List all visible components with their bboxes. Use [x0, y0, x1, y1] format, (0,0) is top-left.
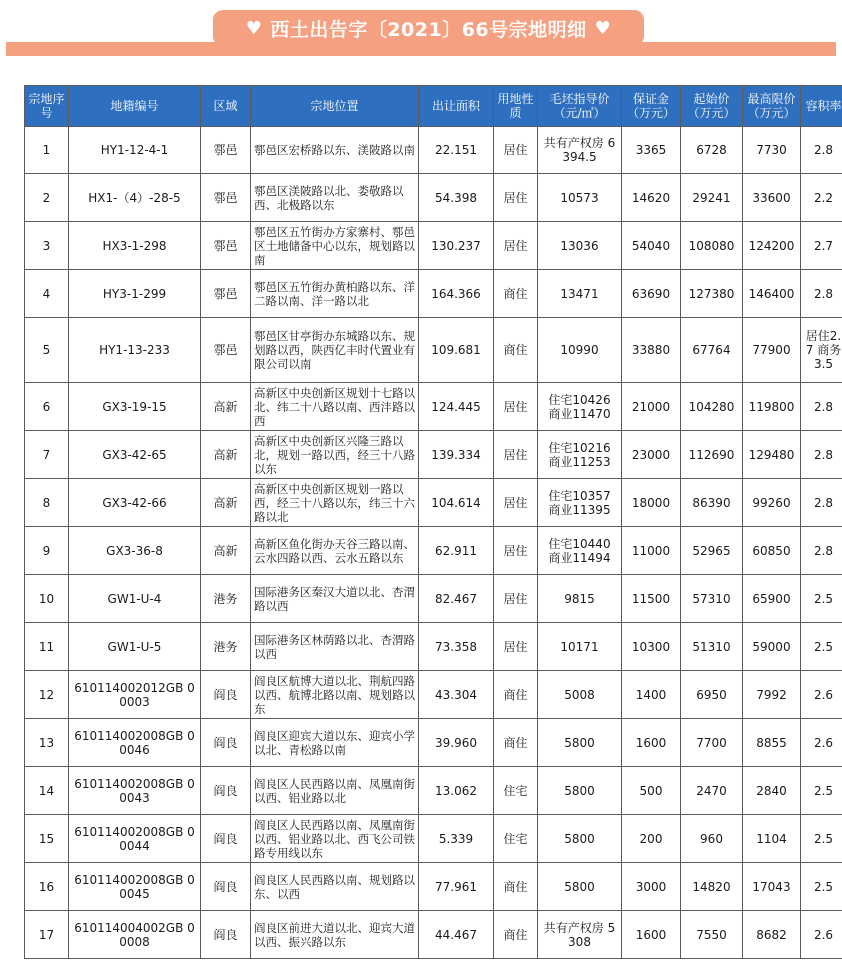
area-cell: 130.237 — [419, 222, 494, 270]
table-row — [25, 719, 842, 767]
district-cell: 鄠邑 — [201, 222, 251, 270]
guide-price-cell: 5800 — [538, 863, 622, 911]
area-cell: 139.334 — [419, 431, 494, 479]
heart-icon: ♥ — [245, 17, 263, 39]
start-price-cell: 127380 — [681, 270, 743, 318]
table-header-row — [25, 86, 842, 127]
area-cell: 164.366 — [419, 270, 494, 318]
location-cell: 阎良区人民西路以南、规划路以东、以西 — [251, 863, 419, 911]
guide-price-cell: 5008 — [538, 671, 622, 719]
guide-price-cell: 住宅10440 商业11494 — [538, 527, 622, 575]
parcel-number-cell: 12 — [25, 671, 69, 719]
parcel-number-cell: 1 — [25, 127, 69, 174]
parcel-number-cell: 16 — [25, 863, 69, 911]
table-row — [25, 127, 842, 174]
location-cell: 国际港务区林荫路以北、杏渭路以西 — [251, 623, 419, 671]
plot-ratio-cell: 居住2.7 商务3.5 — [801, 318, 842, 383]
area-cell: 54.398 — [419, 174, 494, 222]
district-cell: 阎良 — [201, 767, 251, 815]
area-cell: 22.151 — [419, 127, 494, 174]
plot-ratio-cell: 2.8 — [801, 270, 842, 318]
plot-ratio-cell: 2.5 — [801, 623, 842, 671]
deposit-cell: 11000 — [622, 527, 681, 575]
location-cell: 高新区鱼化街办天谷三路以南、云水四路以西、云水五路以东 — [251, 527, 419, 575]
start-price-cell: 14820 — [681, 863, 743, 911]
start-price-cell: 960 — [681, 815, 743, 863]
district-cell: 高新 — [201, 431, 251, 479]
header-cell: 宗地位置 — [251, 86, 419, 127]
parcel-number-cell: 9 — [25, 527, 69, 575]
district-cell: 鄠邑 — [201, 270, 251, 318]
guide-price-cell: 共有产权房 5308 — [538, 911, 622, 959]
guide-price-cell: 13036 — [538, 222, 622, 270]
table-row — [25, 671, 842, 719]
guide-price-cell: 共有产权房 6394.5 — [538, 127, 622, 174]
guide-price-cell: 5800 — [538, 767, 622, 815]
cadastral-id-cell: 610114002012GB 00003 — [69, 671, 201, 719]
land-use-cell: 居住 — [494, 431, 538, 479]
deposit-cell: 18000 — [622, 479, 681, 527]
area-cell: 39.960 — [419, 719, 494, 767]
table-row — [25, 815, 842, 863]
start-price-cell: 108080 — [681, 222, 743, 270]
land-use-cell: 居住 — [494, 127, 538, 174]
title-banner — [213, 10, 644, 46]
land-use-cell: 住宅 — [494, 767, 538, 815]
header-cell: 毛坯指导价（元/㎡） — [538, 86, 622, 127]
plot-ratio-cell: 2.5 — [801, 863, 842, 911]
table-row — [25, 527, 842, 575]
location-cell: 鄠邑区宏桥路以东、渼陂路以南 — [251, 127, 419, 174]
cadastral-id-cell: 610114002008GB 00046 — [69, 719, 201, 767]
parcel-number-cell: 15 — [25, 815, 69, 863]
start-price-cell: 29241 — [681, 174, 743, 222]
start-price-cell: 112690 — [681, 431, 743, 479]
land-use-cell: 居住 — [494, 623, 538, 671]
table-row — [25, 863, 842, 911]
location-cell: 阎良区人民西路以南、凤凰南街以西、铝业路以北 — [251, 767, 419, 815]
cadastral-id-cell: 610114002008GB 00045 — [69, 863, 201, 911]
max-price-cell: 119800 — [743, 383, 801, 431]
header-cell: 地籍编号 — [69, 86, 201, 127]
start-price-cell: 2470 — [681, 767, 743, 815]
deposit-cell: 1600 — [622, 911, 681, 959]
max-price-cell: 7992 — [743, 671, 801, 719]
location-cell: 高新区中央创新区兴隆三路以北，规划一路以西，经三十八路以东 — [251, 431, 419, 479]
land-use-cell: 商住 — [494, 671, 538, 719]
location-cell: 国际港务区秦汉大道以北、杏渭路以西 — [251, 575, 419, 623]
area-cell: 82.467 — [419, 575, 494, 623]
start-price-cell: 57310 — [681, 575, 743, 623]
cadastral-id-cell: HX1-（4）-28-5 — [69, 174, 201, 222]
land-use-cell: 商住 — [494, 911, 538, 959]
plot-ratio-cell: 2.8 — [801, 527, 842, 575]
max-price-cell: 124200 — [743, 222, 801, 270]
guide-price-cell: 住宅10216 商业11253 — [538, 431, 622, 479]
parcel-number-cell: 13 — [25, 719, 69, 767]
table-row — [25, 383, 842, 431]
district-cell: 阎良 — [201, 719, 251, 767]
plot-ratio-cell: 2.5 — [801, 767, 842, 815]
parcel-number-cell: 5 — [25, 318, 69, 383]
parcel-number-cell: 7 — [25, 431, 69, 479]
plot-ratio-cell: 2.6 — [801, 719, 842, 767]
max-price-cell: 146400 — [743, 270, 801, 318]
plot-ratio-cell: 2.7 — [801, 222, 842, 270]
deposit-cell: 3000 — [622, 863, 681, 911]
area-cell: 5.339 — [419, 815, 494, 863]
heart-icon: ♥ — [594, 17, 612, 39]
district-cell: 阎良 — [201, 911, 251, 959]
area-cell: 13.062 — [419, 767, 494, 815]
parcel-number-cell: 14 — [25, 767, 69, 815]
max-price-cell: 2840 — [743, 767, 801, 815]
area-cell: 43.304 — [419, 671, 494, 719]
page-title: 西土出告字〔2021〕66号宗地明细 — [270, 18, 587, 41]
land-use-cell: 住宅 — [494, 815, 538, 863]
header-cell: 最高限价（万元） — [743, 86, 801, 127]
table-row — [25, 431, 842, 479]
land-use-cell: 商住 — [494, 318, 538, 383]
deposit-cell: 3365 — [622, 127, 681, 174]
location-cell: 阎良区航博大道以北、荆航四路以西、航博北路以南、规划路以东 — [251, 671, 419, 719]
table-row — [25, 767, 842, 815]
cadastral-id-cell: GW1-U-5 — [69, 623, 201, 671]
plot-ratio-cell: 2.5 — [801, 815, 842, 863]
cadastral-id-cell: GX3-42-65 — [69, 431, 201, 479]
plot-ratio-cell: 2.8 — [801, 383, 842, 431]
deposit-cell: 500 — [622, 767, 681, 815]
location-cell: 鄠邑区渼陂路以北、娄敬路以西、北极路以东 — [251, 174, 419, 222]
max-price-cell: 59000 — [743, 623, 801, 671]
cadastral-id-cell: HY3-1-299 — [69, 270, 201, 318]
area-cell: 104.614 — [419, 479, 494, 527]
header-cell: 宗地序号 — [25, 86, 69, 127]
deposit-cell: 11500 — [622, 575, 681, 623]
land-use-cell: 居住 — [494, 222, 538, 270]
plot-ratio-cell: 2.6 — [801, 911, 842, 959]
district-cell: 阎良 — [201, 815, 251, 863]
max-price-cell: 33600 — [743, 174, 801, 222]
area-cell: 124.445 — [419, 383, 494, 431]
deposit-cell: 14620 — [622, 174, 681, 222]
max-price-cell: 17043 — [743, 863, 801, 911]
plot-ratio-cell: 2.2 — [801, 174, 842, 222]
cadastral-id-cell: GX3-42-66 — [69, 479, 201, 527]
land-use-cell: 商住 — [494, 270, 538, 318]
max-price-cell: 129480 — [743, 431, 801, 479]
parcel-number-cell: 17 — [25, 911, 69, 959]
district-cell: 高新 — [201, 383, 251, 431]
area-cell: 109.681 — [419, 318, 494, 383]
max-price-cell: 99260 — [743, 479, 801, 527]
guide-price-cell: 10573 — [538, 174, 622, 222]
guide-price-cell: 10171 — [538, 623, 622, 671]
plot-ratio-cell: 2.8 — [801, 127, 842, 174]
guide-price-cell: 住宅10426 商业11470 — [538, 383, 622, 431]
max-price-cell: 1104 — [743, 815, 801, 863]
district-cell: 港务 — [201, 623, 251, 671]
plot-ratio-cell: 2.5 — [801, 575, 842, 623]
guide-price-cell: 5800 — [538, 815, 622, 863]
district-cell: 高新 — [201, 527, 251, 575]
deposit-cell: 200 — [622, 815, 681, 863]
plot-ratio-cell: 2.8 — [801, 479, 842, 527]
plot-ratio-cell: 2.8 — [801, 431, 842, 479]
district-cell: 鄠邑 — [201, 174, 251, 222]
deposit-cell: 54040 — [622, 222, 681, 270]
location-cell: 阎良区人民西路以南、凤凰南街以西、铝业路以北、西飞公司铁路专用线以东 — [251, 815, 419, 863]
cadastral-id-cell: GX3-19-15 — [69, 383, 201, 431]
cadastral-id-cell: HX3-1-298 — [69, 222, 201, 270]
start-price-cell: 86390 — [681, 479, 743, 527]
land-use-cell: 商住 — [494, 719, 538, 767]
location-cell: 高新区中央创新区规划一路以西，经三十八路以东，纬三十六路以北 — [251, 479, 419, 527]
header-cell: 起始价（万元） — [681, 86, 743, 127]
district-cell: 高新 — [201, 479, 251, 527]
guide-price-cell: 住宅10357 商业11395 — [538, 479, 622, 527]
location-cell: 鄠邑区五竹街办黄柏路以东、洋二路以南、洋一路以北 — [251, 270, 419, 318]
max-price-cell: 8855 — [743, 719, 801, 767]
table-row — [25, 318, 842, 383]
cadastral-id-cell: GW1-U-4 — [69, 575, 201, 623]
guide-price-cell: 5800 — [538, 719, 622, 767]
parcel-number-cell: 10 — [25, 575, 69, 623]
table-body — [25, 127, 842, 959]
parcel-number-cell: 6 — [25, 383, 69, 431]
location-cell: 阎良区迎宾大道以东、迎宾小学以北、青松路以南 — [251, 719, 419, 767]
start-price-cell: 6728 — [681, 127, 743, 174]
plot-ratio-cell: 2.6 — [801, 671, 842, 719]
start-price-cell: 6950 — [681, 671, 743, 719]
area-cell: 44.467 — [419, 911, 494, 959]
land-use-cell: 居住 — [494, 383, 538, 431]
land-parcel-table — [24, 85, 842, 959]
location-cell: 鄠邑区甘亭街办东城路以东、规划路以西，陕西亿丰时代置业有限公司以南 — [251, 318, 419, 383]
deposit-cell: 1600 — [622, 719, 681, 767]
land-use-cell: 居住 — [494, 174, 538, 222]
table-row — [25, 911, 842, 959]
district-cell: 阎良 — [201, 671, 251, 719]
max-price-cell: 65900 — [743, 575, 801, 623]
start-price-cell: 51310 — [681, 623, 743, 671]
area-cell: 73.358 — [419, 623, 494, 671]
table-row — [25, 575, 842, 623]
start-price-cell: 52965 — [681, 527, 743, 575]
table-row — [25, 270, 842, 318]
guide-price-cell: 13471 — [538, 270, 622, 318]
district-cell: 鄠邑 — [201, 127, 251, 174]
deposit-cell: 33880 — [622, 318, 681, 383]
deposit-cell: 10300 — [622, 623, 681, 671]
parcel-number-cell: 2 — [25, 174, 69, 222]
land-use-cell: 居住 — [494, 575, 538, 623]
deposit-cell: 21000 — [622, 383, 681, 431]
cadastral-id-cell: 610114002008GB 00044 — [69, 815, 201, 863]
land-use-cell: 居住 — [494, 527, 538, 575]
max-price-cell: 7730 — [743, 127, 801, 174]
area-cell: 77.961 — [419, 863, 494, 911]
location-cell: 阎良区前进大道以北、迎宾大道以西、振兴路以东 — [251, 911, 419, 959]
max-price-cell: 8682 — [743, 911, 801, 959]
land-use-cell: 居住 — [494, 479, 538, 527]
header-cell: 容积率 — [801, 86, 842, 127]
deposit-cell: 1400 — [622, 671, 681, 719]
max-price-cell: 77900 — [743, 318, 801, 383]
cadastral-id-cell: GX3-36-8 — [69, 527, 201, 575]
table-row — [25, 479, 842, 527]
guide-price-cell: 9815 — [538, 575, 622, 623]
start-price-cell: 7550 — [681, 911, 743, 959]
header-cell: 出让面积 — [419, 86, 494, 127]
cadastral-id-cell: 610114004002GB 00008 — [69, 911, 201, 959]
location-cell: 鄠邑区五竹街办方家寨村、鄠邑区土地储备中心以东，规划路以南 — [251, 222, 419, 270]
max-price-cell: 60850 — [743, 527, 801, 575]
parcel-number-cell: 8 — [25, 479, 69, 527]
start-price-cell: 7700 — [681, 719, 743, 767]
table-row — [25, 623, 842, 671]
start-price-cell: 104280 — [681, 383, 743, 431]
cadastral-id-cell: 610114002008GB 00043 — [69, 767, 201, 815]
cadastral-id-cell: HY1-13-233 — [69, 318, 201, 383]
deposit-cell: 23000 — [622, 431, 681, 479]
guide-price-cell: 10990 — [538, 318, 622, 383]
parcel-number-cell: 3 — [25, 222, 69, 270]
district-cell: 港务 — [201, 575, 251, 623]
table-row — [25, 174, 842, 222]
header-cell: 用地性质 — [494, 86, 538, 127]
table-row — [25, 222, 842, 270]
header-cell: 区域 — [201, 86, 251, 127]
header-cell: 保证金（万元） — [622, 86, 681, 127]
area-cell: 62.911 — [419, 527, 494, 575]
district-cell: 鄠邑 — [201, 318, 251, 383]
parcel-number-cell: 11 — [25, 623, 69, 671]
location-cell: 高新区中央创新区规划十七路以北、纬二十八路以南、西沣路以西 — [251, 383, 419, 431]
district-cell: 阎良 — [201, 863, 251, 911]
start-price-cell: 67764 — [681, 318, 743, 383]
land-use-cell: 商住 — [494, 863, 538, 911]
parcel-number-cell: 4 — [25, 270, 69, 318]
cadastral-id-cell: HY1-12-4-1 — [69, 127, 201, 174]
deposit-cell: 63690 — [622, 270, 681, 318]
